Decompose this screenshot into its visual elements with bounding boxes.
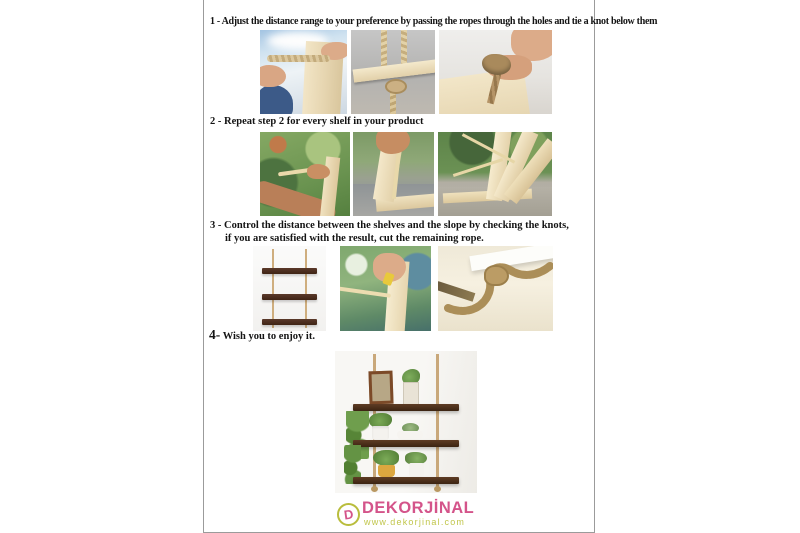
rope-knot <box>484 265 509 286</box>
step-1-photo-2 <box>351 30 435 114</box>
shelf-board <box>262 268 317 274</box>
step-3-photo-1 <box>253 246 326 331</box>
step-3-line-2: if you are satisfied with the result, cut the remaining rope. <box>225 233 484 244</box>
plant <box>373 450 399 466</box>
hand <box>307 164 330 179</box>
rope-knot <box>385 79 407 95</box>
step-1-photo-1 <box>260 30 347 114</box>
d-monogram-icon <box>337 503 360 526</box>
brand-logo <box>337 500 474 527</box>
step-4-number: 4- <box>209 327 221 342</box>
step-3-line-1: 3 - Control the distance between the shelves and the slope by checking the knots, <box>210 220 569 231</box>
rope <box>305 249 308 327</box>
d-monogram-letter: D <box>342 506 355 523</box>
white-pot <box>372 426 389 440</box>
brand-website: www.dekorjinal.com <box>364 517 466 527</box>
step-3-text <box>210 219 569 245</box>
step-2-photo-1 <box>260 132 350 216</box>
shelf-board <box>353 404 458 411</box>
step-2-text: 2 - Repeat step 2 for every shelf in your product <box>210 116 424 127</box>
step-1-photo-3 <box>439 30 552 114</box>
yellow-pot <box>378 465 395 478</box>
step-1-text: 1 - Adjust the distance range to your preference by passing the ropes through the holes and tie a knot below them <box>210 16 658 27</box>
hand <box>376 132 410 154</box>
white-bowl <box>397 431 423 441</box>
rope <box>436 354 439 487</box>
shelf-board <box>353 477 458 484</box>
picture-frame <box>369 370 394 403</box>
step-2-photo-3 <box>438 132 552 216</box>
step-2-photo-2 <box>353 132 434 216</box>
rope-knot <box>434 486 441 492</box>
step-4-label: Wish you to enjoy it. <box>222 331 315 342</box>
rope <box>267 55 330 62</box>
shelf-board <box>262 319 317 325</box>
brand-name: DEKORJİNAL <box>362 499 475 517</box>
step-3-photo-3 <box>438 246 553 331</box>
shelf-board <box>262 294 317 300</box>
hand <box>260 65 286 87</box>
rope <box>272 249 275 327</box>
logo-text <box>362 500 474 527</box>
step-3-photo-2 <box>340 246 431 331</box>
step-4-text <box>209 327 315 343</box>
rope <box>381 30 387 69</box>
blue-shirt <box>260 85 293 114</box>
rope-curve <box>438 246 553 331</box>
shelf-board <box>353 440 458 447</box>
rope-knot <box>371 486 378 492</box>
rope <box>340 286 391 298</box>
white-pot <box>409 463 425 477</box>
final-product-photo <box>335 351 477 493</box>
glass-vase <box>403 382 419 405</box>
